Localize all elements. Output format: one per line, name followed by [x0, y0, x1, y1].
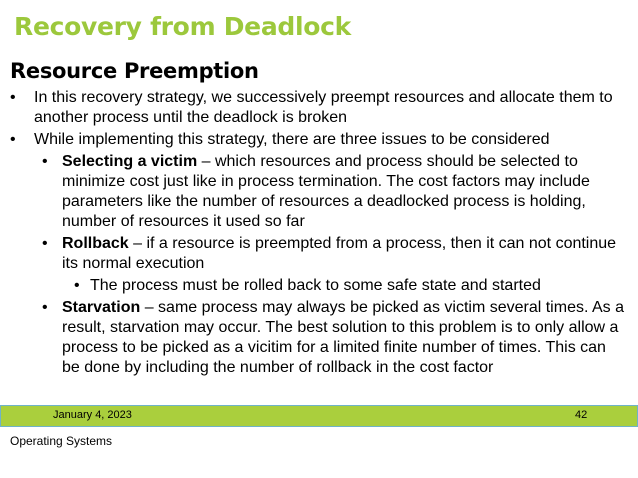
- issue-term: Rollback: [62, 235, 129, 252]
- issue-term: Starvation: [62, 299, 141, 316]
- bullet-icon: •: [42, 235, 48, 252]
- bullet-item: • In this recovery strategy, we successively preempt resources and allocate them to another process until the deadlock is broken: [10, 89, 613, 126]
- slide-title: Recovery from Deadlock: [14, 12, 351, 41]
- footer-date: January 4, 2023: [53, 409, 132, 421]
- issue-item: • Starvation – same process may always be picked as victim several times. As a result, starvation may occur. The best solution to this problem is to only allow a process to be picked as a vicitim for a limited finite number of times. This can be done by including the number of rollback in the cost factor: [42, 299, 624, 376]
- bullet-icon: •: [10, 89, 16, 106]
- bullet-icon: •: [42, 299, 48, 316]
- footer-bar: [0, 405, 638, 427]
- issue-item: • Rollback – if a resource is preempted from a process, then it can not continue its normal execution: [42, 235, 617, 272]
- slide-subheading: Resource Preemption: [10, 59, 259, 83]
- sub-issue-item: • The process must be rolled back to some safe state and started: [74, 277, 541, 294]
- bullet-icon: •: [42, 153, 48, 170]
- bullet-item: • While implementing this strategy, there are three issues to be considered: [10, 131, 550, 148]
- issue-term: Selecting a victim: [62, 153, 198, 170]
- issue-item: • Selecting a victim – which resources and process should be selected to minimize cost just like in process termination. The cost factors may include parameters like the number of resources a deadlocked process is holding, number of resources it used so far: [42, 153, 590, 230]
- slide-body: [0, 88, 638, 380]
- course-name: Operating Systems: [10, 434, 113, 448]
- bullet-icon: •: [74, 277, 80, 294]
- page-number: 42: [575, 409, 588, 421]
- bullet-icon: •: [10, 131, 16, 148]
